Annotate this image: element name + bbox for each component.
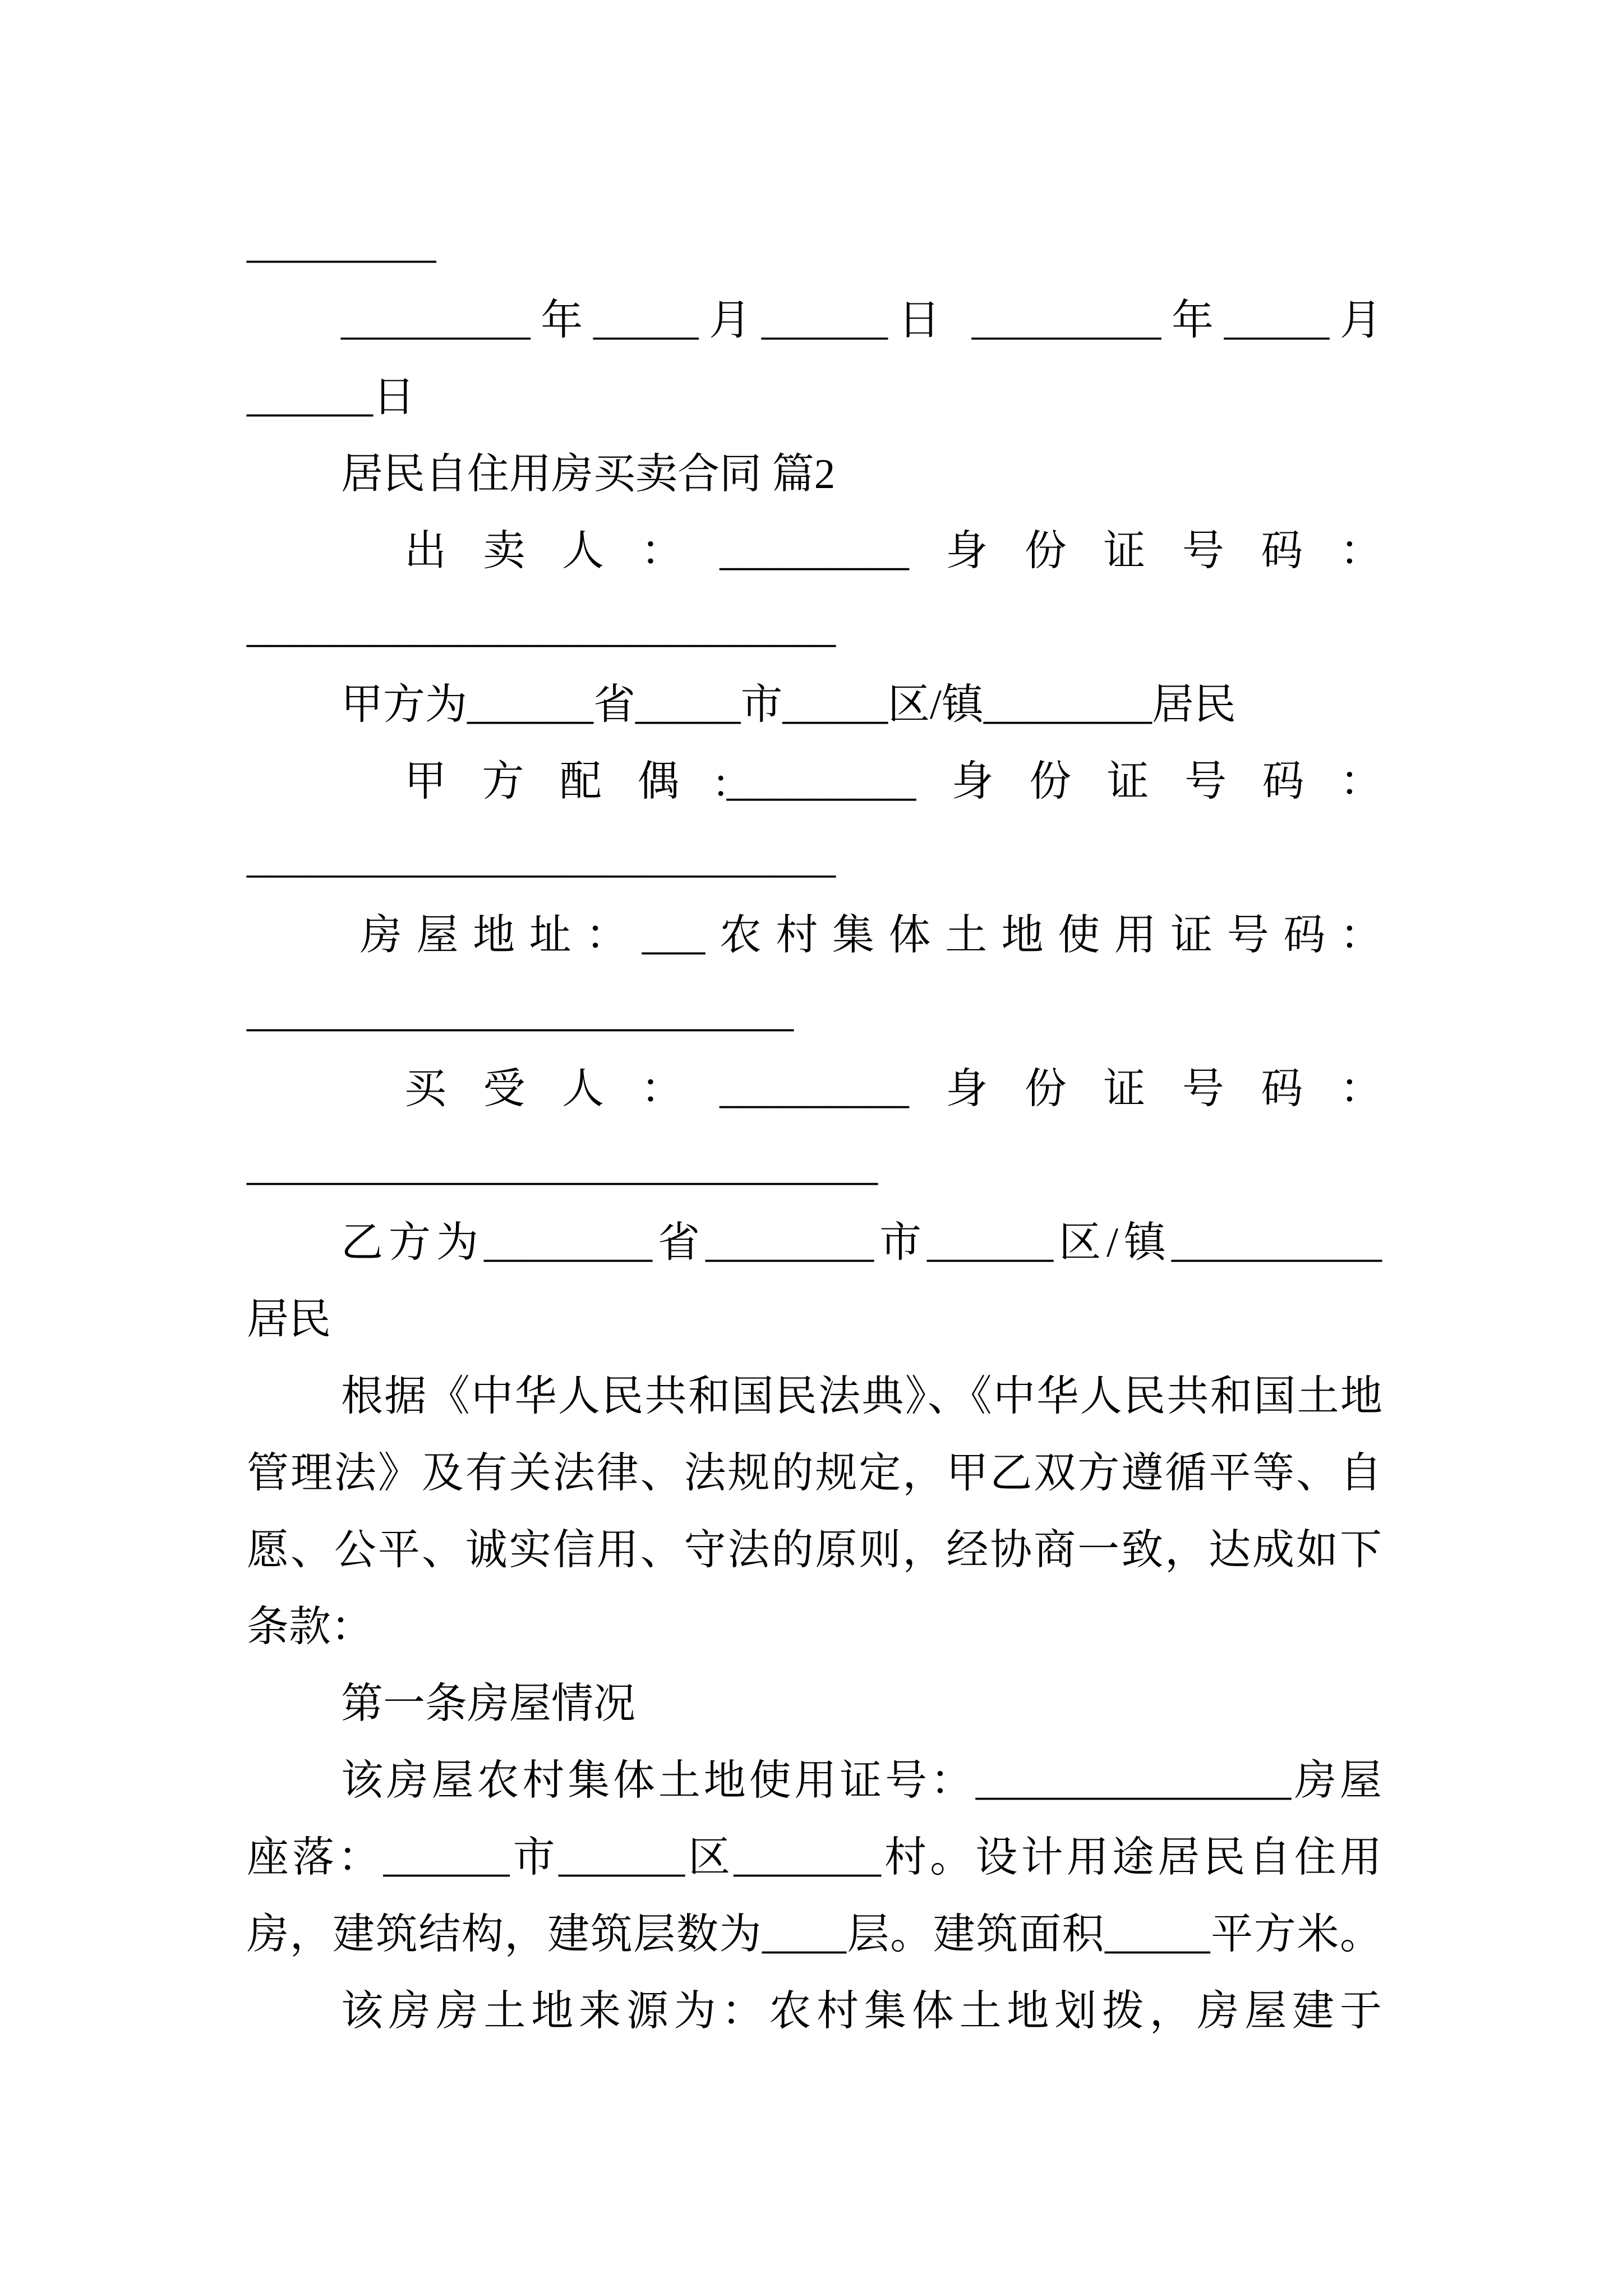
spouse-id-number-blank: ____________________________ bbox=[247, 835, 836, 882]
preamble-line: 愿、公平、诚实信用、守法的原则，经协商一致，达成如下 bbox=[247, 1527, 1382, 1573]
house-address-line: 房屋地址：___农村集体土地使用证号码： bbox=[360, 912, 1382, 959]
preamble-line: 根据《中华人民共和国民法典》、《中华人民共和国土地 bbox=[341, 1373, 1382, 1420]
seller-id-number-blank: ____________________________ bbox=[247, 605, 836, 651]
party-b-residence-line: 乙方为________省________市______区/镇__________ bbox=[341, 1220, 1382, 1266]
contract-body bbox=[247, 205, 1382, 2050]
article-1-line: 房，建筑结构，建筑层数为____层。建筑面积_____平方米。 bbox=[247, 1911, 1382, 1958]
article-1-line: 座落：______市______区_______村。设计用途居民自住用 bbox=[247, 1834, 1382, 1881]
party-b-residence-line-continued: 居民 bbox=[247, 1296, 331, 1343]
party-a-residence-line: 甲方为______省_____市_____区/镇________居民 bbox=[341, 682, 1236, 728]
signature-blank: _________ bbox=[247, 220, 436, 267]
preamble-line: 条款： bbox=[247, 1604, 374, 1650]
signature-date-line-continued: ______日 bbox=[247, 374, 416, 421]
article-1-line: 该房屋农村集体土地使用证号：_______________房屋 bbox=[341, 1757, 1382, 1804]
contract-title: 居民自住用房买卖合同 篇2 bbox=[341, 451, 836, 498]
buyer-line: 买受人：_________身份证号码： bbox=[404, 1066, 1382, 1112]
land-certificate-number-blank: __________________________ bbox=[247, 989, 794, 1036]
spouse-line: 甲方配偶:_________身份证号码： bbox=[404, 758, 1382, 805]
seller-line: 出卖人：_________身份证号码： bbox=[404, 528, 1382, 574]
signature-date-line: _________年_____月______日 _________年_____月 bbox=[341, 297, 1382, 344]
article-1-line: 该房房土地来源为：农村集体土地划拨，房屋建于 bbox=[341, 1988, 1382, 2035]
article-1-heading: 第一条房屋情况 bbox=[341, 1681, 636, 1727]
buyer-id-number-blank: ______________________________ bbox=[247, 1143, 878, 1189]
preamble-line: 管理法》及有关法律、法规的规定，甲乙双方遵循平等、自 bbox=[247, 1450, 1382, 1497]
